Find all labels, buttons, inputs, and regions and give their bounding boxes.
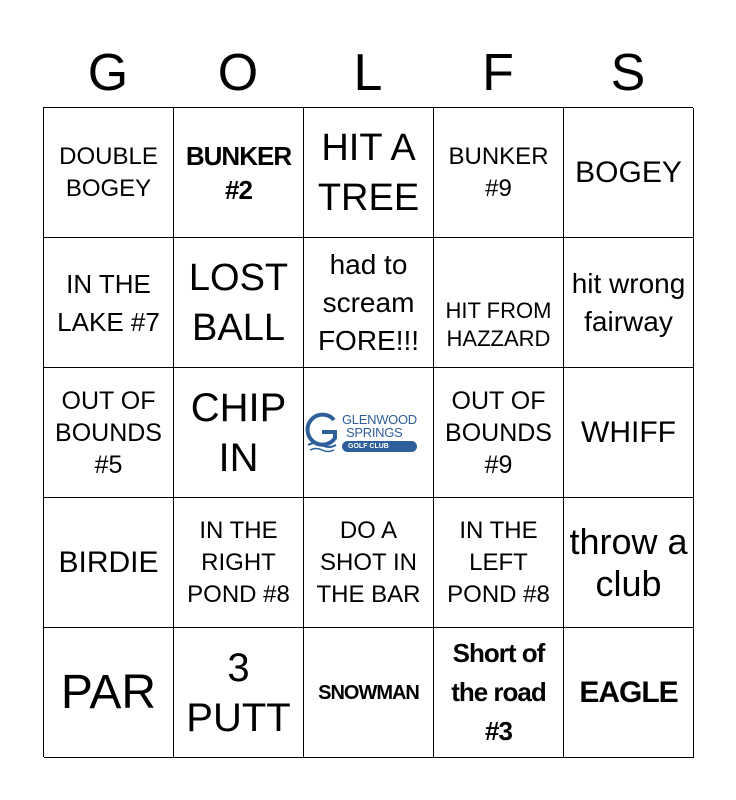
cell-text: BUNKER #9 [448, 142, 549, 202]
cell-text: DO A SHOT IN THE BAR [316, 516, 421, 608]
cell-text: LOST BALL [188, 256, 289, 349]
bingo-cell-r2c3[interactable] [304, 238, 434, 368]
free-space-logo[interactable] [304, 368, 434, 498]
bingo-cell-r5c2[interactable] [174, 628, 304, 758]
logo-line-2: SPRINGS [346, 425, 403, 440]
cell-text: PAR [60, 665, 157, 719]
cell-text: BIRDIE [58, 545, 159, 579]
bingo-cell-r2c4[interactable] [434, 238, 564, 368]
bingo-cell-r2c1[interactable] [44, 238, 174, 368]
logo-badge: GOLF CLUB [342, 441, 417, 452]
cell-text: WHIFF [581, 415, 676, 449]
bingo-cell-r4c4[interactable] [434, 498, 564, 628]
cell-text: hit wrong fairway [571, 267, 686, 337]
cell-text: SNOWMAN [318, 681, 419, 704]
cell-text: IN THE LEFT POND #8 [447, 516, 550, 608]
bingo-cell-r4c3[interactable] [304, 498, 434, 628]
bingo-cell-r1c3[interactable] [304, 108, 434, 238]
bingo-cell-r1c1[interactable] [44, 108, 174, 238]
bingo-cell-r1c4[interactable] [434, 108, 564, 238]
bingo-cell-r1c2[interactable] [174, 108, 304, 238]
bingo-cell-r2c2[interactable] [174, 238, 304, 368]
cell-text: had to scream FORE!!! [317, 248, 420, 356]
bingo-cell-r3c2[interactable] [174, 368, 304, 498]
logo-text [342, 413, 417, 452]
cell-text: OUT OF BOUNDS #5 [55, 386, 162, 479]
cell-text: throw a club [569, 520, 688, 604]
header-letter-l: L [353, 44, 383, 102]
header-letter-f: F [482, 44, 514, 102]
cell-text: EAGLE [579, 675, 678, 709]
bingo-cell-r4c2[interactable] [174, 498, 304, 628]
cell-text: BOGEY [575, 155, 682, 189]
cell-text: HIT A TREE [317, 126, 420, 219]
cell-text: DOUBLE BOGEY [59, 142, 158, 202]
cell-text: IN THE RIGHT POND #8 [187, 516, 290, 608]
bingo-cell-r5c4[interactable] [434, 628, 564, 758]
header-letter-s: S [610, 44, 646, 102]
header-letter-o: O [217, 44, 259, 102]
bingo-cell-r2c5[interactable] [564, 238, 694, 368]
cell-text: Short of the road #3 [451, 638, 546, 746]
bingo-cell-r1c5[interactable] [564, 108, 694, 238]
cell-text: OUT OF BOUNDS #9 [445, 386, 552, 479]
cell-text: HIT FROM HAZZARD [445, 298, 552, 351]
bingo-cell-r4c5[interactable] [564, 498, 694, 628]
bingo-board [43, 107, 693, 757]
bingo-cell-r5c3[interactable] [304, 628, 434, 758]
bingo-cell-r3c5[interactable] [564, 368, 694, 498]
glenwood-g-icon [304, 411, 340, 455]
cell-text: BUNKER #2 [185, 140, 292, 205]
header-letter-g: G [87, 44, 129, 102]
logo-line-1: GLENWOOD [342, 412, 417, 427]
bingo-cell-r4c1[interactable] [44, 498, 174, 628]
cell-text: IN THE LAKE #7 [57, 268, 160, 337]
cell-text: CHIP IN [190, 385, 287, 480]
bingo-cell-r3c1[interactable] [44, 368, 174, 498]
bingo-cell-r5c5[interactable] [564, 628, 694, 758]
cell-text: 3 PUTT [186, 645, 291, 740]
bingo-cell-r5c1[interactable] [44, 628, 174, 758]
bingo-header [43, 40, 693, 106]
bingo-cell-r3c4[interactable] [434, 368, 564, 498]
